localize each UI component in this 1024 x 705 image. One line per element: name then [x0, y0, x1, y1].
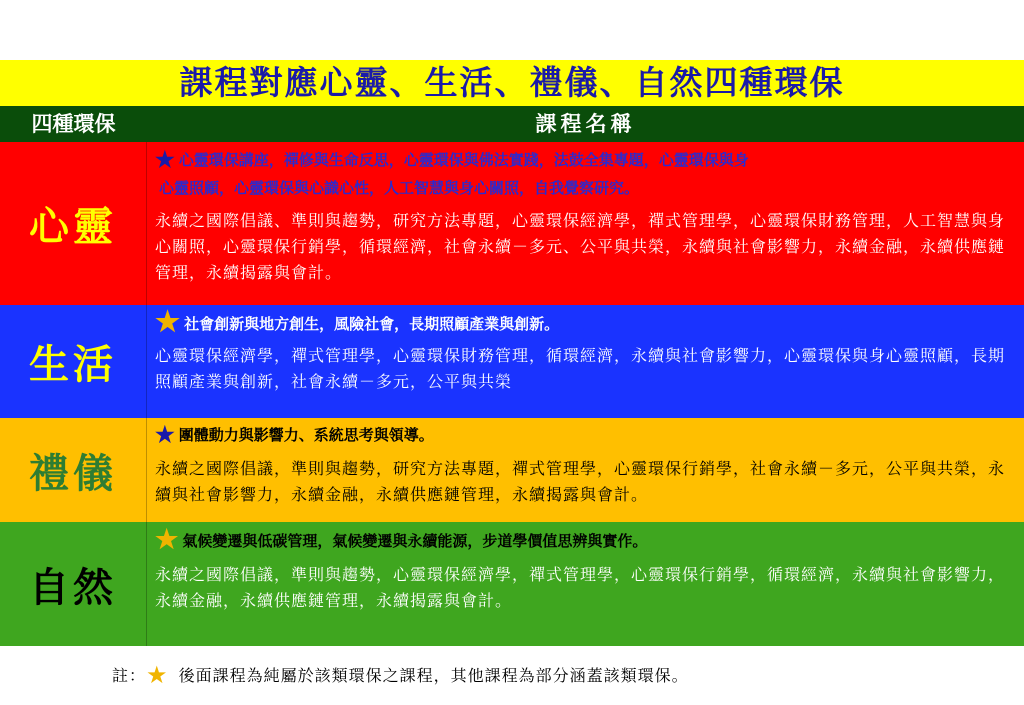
other-courses-heart: 永續之國際倡議、準則與趨勢，研究方法專題，心靈環保經濟學，禪式管理學，心靈環保財務管理，人工智慧與身心關照，心靈環保行銷學，循環經濟，社會永續－多元、公平與共榮，永續與社會影響力，永續金融，永續供應鏈管理，永續揭露與會計。	[155, 211, 1006, 282]
other-courses-life: 心靈環保經濟學，禪式管理學，心靈環保財務管理，循環經濟，永續與社會影響力，心靈環保與身心靈照顧，長期照顧產業與創新，社會永續－多元，公平與共榮	[155, 346, 1006, 391]
table-row-etiquette	[0, 418, 1024, 522]
star-icon: ★	[155, 305, 181, 338]
courses-life	[155, 305, 1020, 418]
footnote-text: 後面課程為純屬於該類環保之課程，其他課程為部分涵蓋該類環保。	[178, 666, 689, 685]
other-courses-etiquette: 永續之國際倡議，準則與趨勢，研究方法專題，禪式管理學，心靈環保行銷學，社會永續－多元，公平與共榮，永續與社會影響力，永續金融，永續供應鏈管理，永續揭露與會計。	[155, 459, 1006, 504]
category-etiquette: 禮儀	[0, 418, 147, 522]
other-courses-nature: 永續之國際倡議，準則與趨勢，心靈環保經濟學，禪式管理學，心靈環保行銷學，循環經濟，永續與社會影響力，永續金融，永續供應鏈管理，永續揭露與會計。	[155, 565, 1006, 610]
star-courses-etiquette-text: 團體動力與影響力、系統思考與領導。	[178, 426, 434, 444]
footnote-prefix: 註：	[112, 666, 147, 685]
header-category: 四種環保	[31, 111, 116, 136]
star-courses-heart	[155, 146, 1020, 202]
footnote	[112, 661, 689, 689]
star-courses-etiquette	[155, 422, 1020, 448]
title-bar	[0, 60, 1024, 106]
star-icon: ★	[155, 525, 179, 555]
category-heart: 心靈	[0, 142, 147, 305]
star-courses-life-text: 社會創新與地方創生，風險社會，長期照顧產業與創新。	[184, 315, 560, 333]
star-icon: ★	[155, 422, 175, 448]
star-courses-life	[155, 305, 1020, 338]
table-row-nature	[0, 522, 1024, 646]
star-courses-heart-line1: 心靈環保講座，禪修與生命反思，心靈環保與佛法實踐，法鼓全集專題，心靈環保與身	[178, 151, 749, 169]
table-row-heart	[0, 142, 1024, 305]
star-courses-nature	[155, 525, 1020, 555]
courses-heart	[155, 142, 1020, 305]
star-icon: ★	[146, 661, 169, 689]
star-courses-heart-line2: 心靈照顧，心靈環保與心識心性，人工智慧與身心關照，自我覺察研究。	[159, 179, 640, 197]
table-row-life	[0, 305, 1024, 418]
star-courses-nature-text: 氣候變遷與低碳管理，氣候變遷與永續能源，步道學價值思辨與實作。	[182, 532, 648, 550]
header-courses: 課程名稱	[535, 111, 636, 136]
category-nature: 自然	[0, 522, 147, 646]
courses-nature	[155, 522, 1020, 646]
page-title: 課程對應心靈、生活、禮儀、自然四種環保	[179, 63, 845, 102]
courses-etiquette	[155, 418, 1020, 522]
category-life: 生活	[0, 305, 147, 418]
table-header	[0, 106, 1024, 142]
star-icon: ★	[155, 147, 175, 173]
